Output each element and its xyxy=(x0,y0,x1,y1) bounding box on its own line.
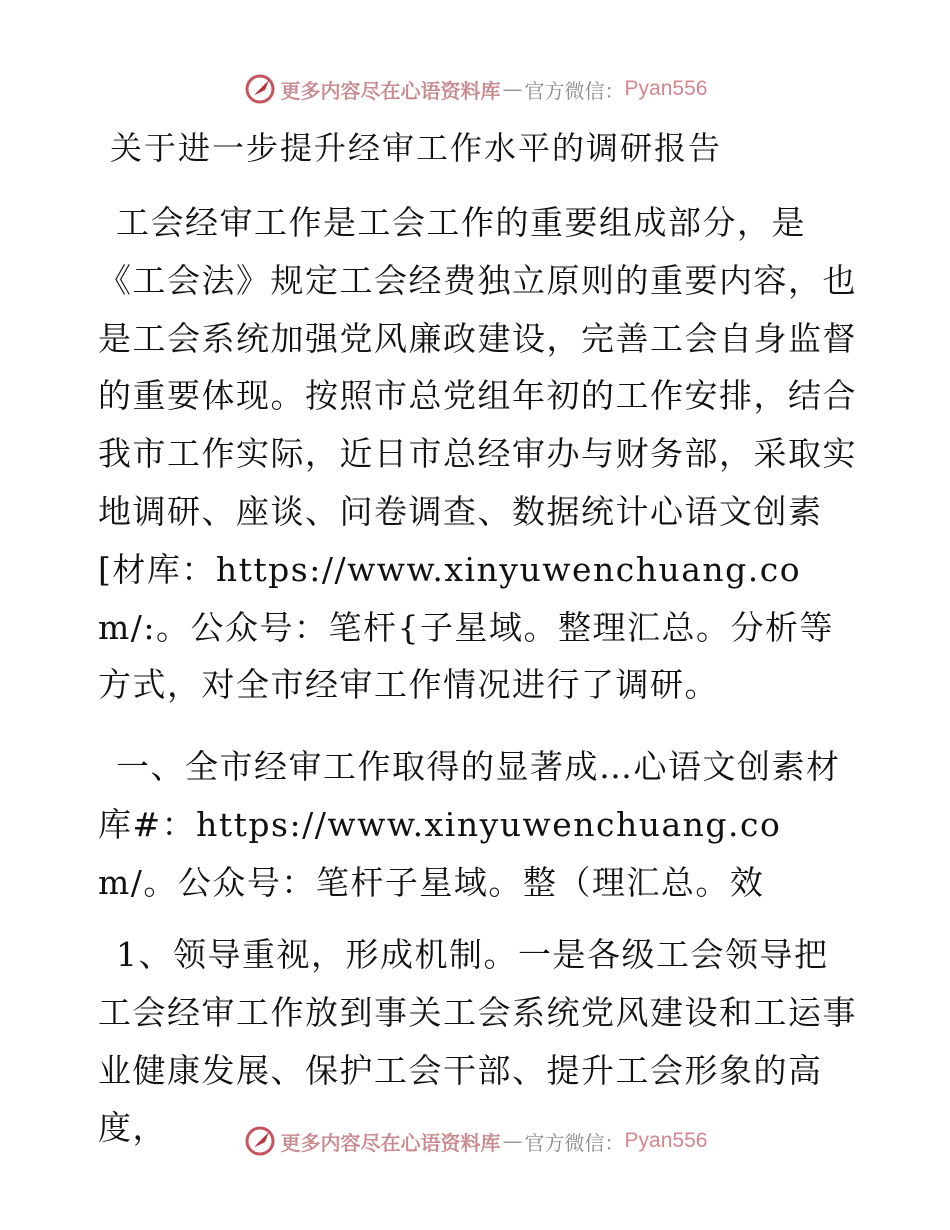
document-title: 关于进一步提升经审工作水平的调研报告 xyxy=(110,129,723,167)
banner-wechat-label: 官方微信： xyxy=(524,1130,625,1155)
banner-wechat-id: Pyan556 xyxy=(624,1129,708,1152)
quill-pen-logo-icon xyxy=(243,72,277,106)
banner-main-text: 更多内容尽在心语资料库 xyxy=(280,1130,501,1155)
quill-pen-logo-icon xyxy=(243,1124,277,1158)
header-watermark-banner xyxy=(0,72,950,106)
banner-main-text: 更多内容尽在心语资料库 xyxy=(280,78,501,103)
footer-watermark-banner xyxy=(0,1124,950,1158)
banner-wechat-id: Pyan556 xyxy=(624,77,708,100)
paragraph-point-one: 1、领导重视，形成机制。一是各级工会领导把工会经审工作放到事关工会系统党风建设和工运事业健康发展、保护工会干部、提升工会形象的高度， xyxy=(98,935,857,1148)
banner-dash: — xyxy=(502,1129,523,1153)
paragraph-intro: 工会经审工作是工会工作的重要组成部分，是《工会法》规定工会经费独立原则的重要内容，也是工会系统加强党风廉政建设，完善工会自身监督的重要体现。按照市总党组年初的工作安排，结合我市工作实际，近日市总经审办与财务部，采取实地调研、座谈、问卷调查、数据统计心语文创素[材库：https://www.xinyuwenchuang.com/:。公众号：笔杆{子星域。整理汇总。分析等方式，对全市经审工作情况进行了调研。 xyxy=(98,203,857,705)
banner-wechat-label: 官方微信： xyxy=(524,78,625,103)
paragraph-section-heading: 一、全市经审工作取得的显著成…心语文创素材库#：https://www.xinyuwenchuang.com/。公众号：笔杆子星域。整（理汇总。效 xyxy=(98,747,841,902)
banner-dash: — xyxy=(502,77,523,101)
